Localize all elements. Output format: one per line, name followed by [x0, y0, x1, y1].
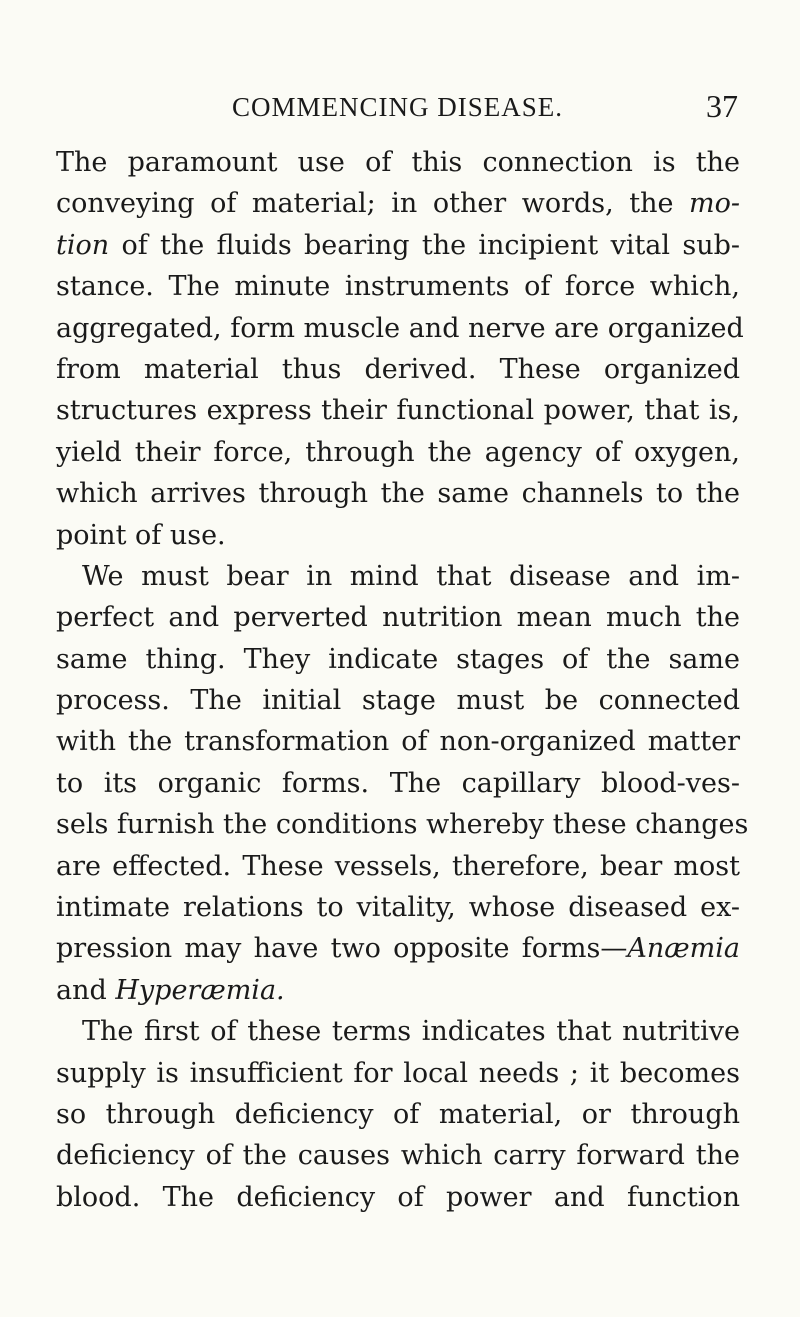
text-line — [56, 846, 740, 887]
text-run: yield their force, through the agency of oxygen, — [56, 436, 740, 468]
italic-term: Hyperæmia. — [115, 974, 285, 1006]
text-line — [56, 390, 740, 431]
text-line — [56, 928, 740, 969]
text-line — [56, 473, 740, 514]
text-run: deficiency of the causes which carry forward the — [56, 1140, 740, 1172]
text-run: and — [56, 974, 116, 1006]
text-line — [56, 432, 740, 473]
text-line — [56, 225, 740, 266]
text-run: The paramount use of this connection is the — [56, 147, 740, 178]
text-run: conveying of material; in other words, the — [56, 188, 690, 220]
text-line — [56, 183, 740, 224]
text-line — [56, 1094, 740, 1135]
text-line — [56, 721, 740, 762]
text-run: same thing. They indicate stages of the same — [56, 643, 740, 675]
text-run: structures express their functional power, that is, — [56, 395, 740, 427]
text-run: We must bear in mind that disease and im- — [82, 560, 740, 592]
text-line — [56, 639, 740, 680]
text-run: intimate relations to vitality, whose diseased ex- — [56, 892, 740, 924]
text-line — [56, 680, 740, 721]
text-line — [56, 266, 740, 307]
text-line — [56, 515, 740, 556]
text-run: aggregated, form muscle and nerve are organized — [56, 312, 744, 344]
text-run: The first of these terms indicates that nutritive — [82, 1016, 740, 1048]
italic-term: Anæmia — [627, 933, 740, 965]
text-run: are effected. These vessels, therefore, bear most — [56, 850, 740, 882]
text-run: perfect and perverted nutrition mean much the — [56, 602, 740, 634]
text-line — [56, 970, 740, 1011]
text-run: with the transformation of non-organized matter — [56, 726, 740, 758]
text-run: point of use. — [56, 519, 226, 551]
running-head — [232, 88, 738, 124]
page-number: 37 — [706, 88, 738, 124]
text-run: stance. The minute instruments of force which, — [56, 271, 740, 303]
text-run: blood. The deficiency of power and function — [56, 1181, 740, 1213]
text-line — [56, 1177, 740, 1218]
text-line — [56, 142, 740, 183]
text-run: sels furnish the conditions whereby these changes — [56, 809, 749, 841]
text-line — [56, 556, 740, 597]
text-run: supply is insufficient for local needs ; it becomes — [56, 1057, 740, 1089]
body-text — [56, 142, 749, 1218]
text-run: so through deficiency of material, or through — [56, 1098, 740, 1130]
text-line — [56, 763, 740, 804]
text-line — [56, 308, 744, 349]
text-line — [56, 804, 749, 845]
italic-term: mo- — [689, 188, 740, 220]
text-run: pression may have two opposite forms— — [56, 933, 628, 965]
text-run: to its organic forms. The capillary blood-ves- — [56, 767, 740, 799]
text-line — [56, 1011, 740, 1052]
text-line — [56, 597, 740, 638]
text-run: which arrives through the same channels to the — [56, 478, 740, 510]
text-run: of the fluids bearing the incipient vital sub- — [109, 229, 740, 261]
text-line — [56, 1135, 740, 1176]
text-line — [56, 349, 740, 390]
text-line — [56, 1053, 740, 1094]
text-run: process. The initial stage must be connected — [56, 685, 740, 717]
text-line — [56, 887, 740, 928]
italic-term: tion — [56, 229, 110, 261]
chapter-title: COMMENCING DISEASE. — [232, 92, 564, 122]
text-run: from material thus derived. These organized — [56, 353, 740, 385]
